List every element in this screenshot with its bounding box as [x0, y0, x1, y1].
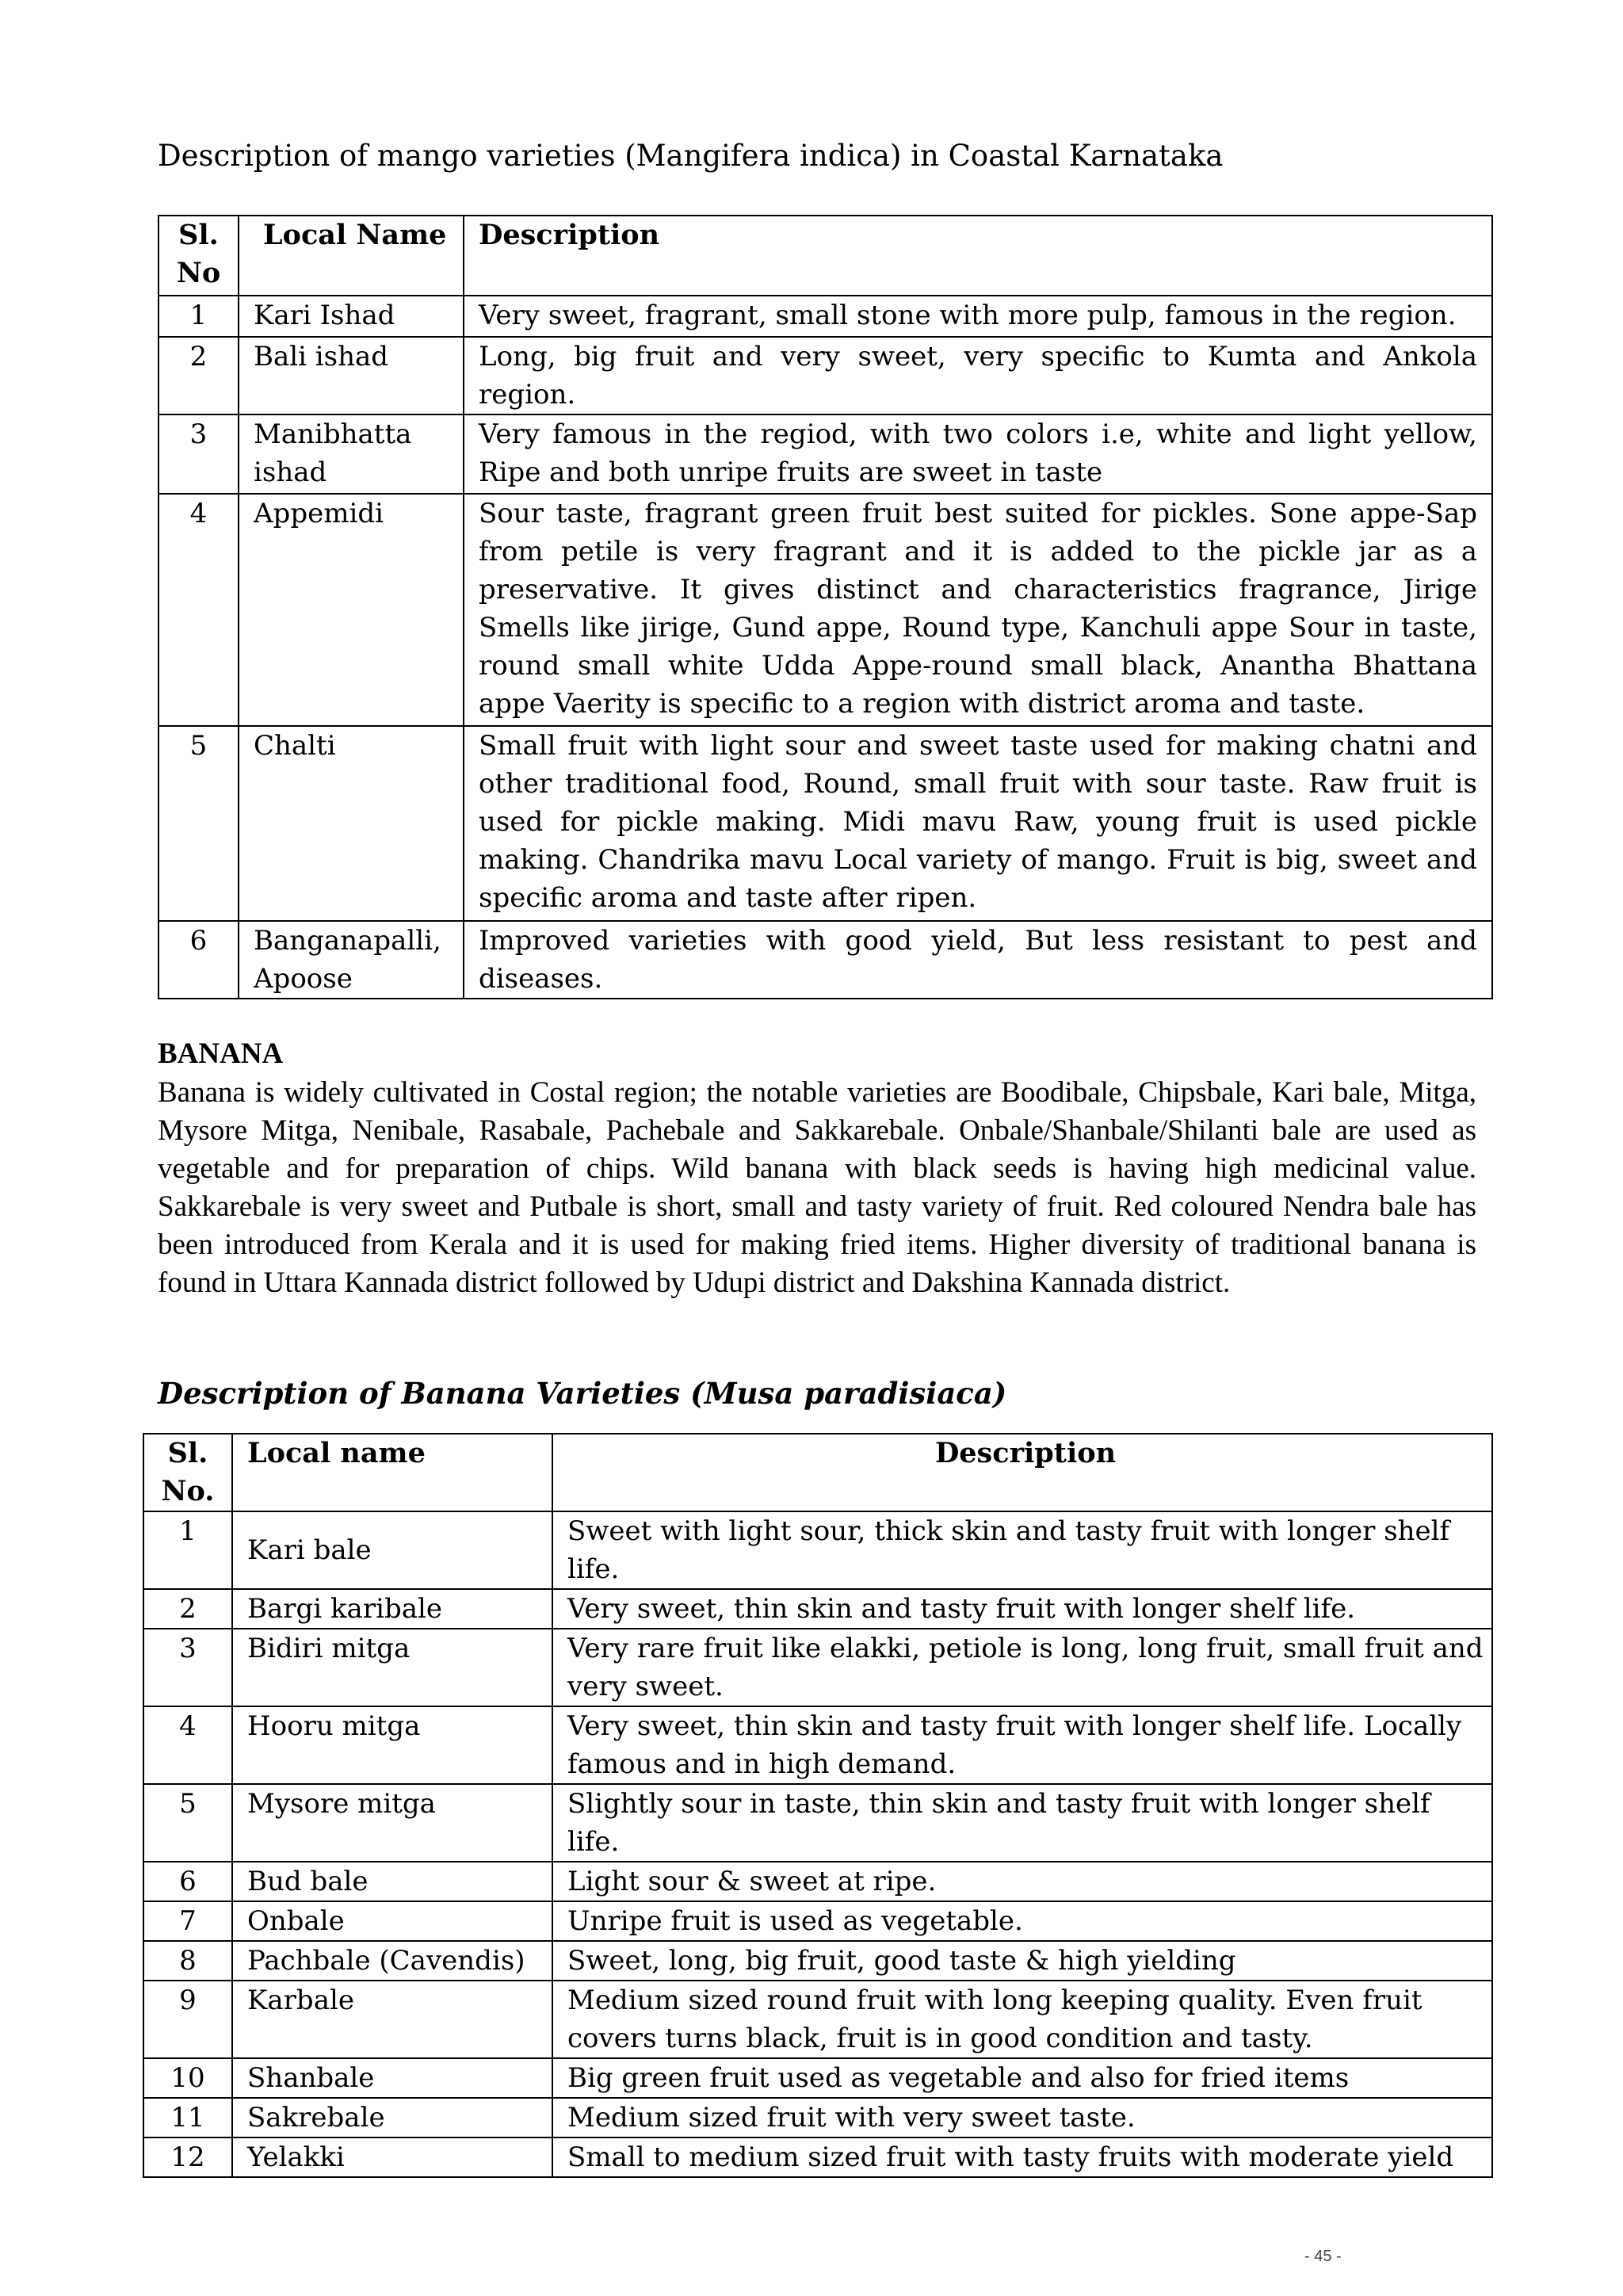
local-name-cell: Kari bale	[232, 1511, 552, 1589]
column-header-sl-no: Sl. No.	[143, 1434, 232, 1511]
banana-varieties-table	[143, 1433, 1493, 2178]
mango-table-caption: Description of mango varieties (Mangifera indica) in Coastal Karnataka	[158, 139, 1224, 173]
description-cell: Big green fruit used as vegetable and also for fried items	[552, 2058, 1492, 2098]
table-row	[143, 2137, 1492, 2177]
table-row	[143, 1629, 1492, 1706]
sl-no-cell: 11	[143, 2098, 232, 2137]
sl-no-cell: 5	[158, 726, 239, 921]
sl-no-cell: 7	[143, 1901, 232, 1941]
local-name-cell: Banganapalli, Apoose	[239, 921, 464, 999]
description-cell: Very sweet, thin skin and tasty fruit with longer shelf life.	[552, 1589, 1492, 1629]
local-name-cell: Yelakki	[232, 2137, 552, 2177]
table-row	[158, 296, 1492, 337]
sl-no-cell: 9	[143, 1981, 232, 2058]
local-name-cell: Onbale	[232, 1901, 552, 1941]
table-row	[158, 337, 1492, 415]
sl-no-cell: 5	[143, 1784, 232, 1862]
local-name-cell: Karbale	[232, 1981, 552, 2058]
description-cell: Sweet, long, big fruit, good taste & high yielding	[552, 1941, 1492, 1981]
description-cell: Light sour & sweet at ripe.	[552, 1862, 1492, 1901]
sl-no-cell: 2	[143, 1589, 232, 1629]
description-cell: Long, big fruit and very sweet, very specific to Kumta and Ankola region.	[464, 337, 1492, 415]
local-name-cell: Bargi karibale	[232, 1589, 552, 1629]
banana-table-caption: Description of Banana Varieties (Musa paradisiaca)	[158, 1376, 1007, 1411]
local-name-cell: Chalti	[239, 726, 464, 921]
local-name-cell: Kari Ishad	[239, 296, 464, 337]
sl-no-cell: 2	[158, 337, 239, 415]
local-name-cell: Manibhatta ishad	[239, 415, 464, 494]
table-row	[143, 2098, 1492, 2137]
description-cell: Improved varieties with good yield, But less resistant to pest and diseases.	[464, 921, 1492, 999]
local-name-cell: Bali ishad	[239, 337, 464, 415]
local-name-cell: Pachbale (Cavendis)	[232, 1941, 552, 1981]
description-cell: Medium sized round fruit with long keeping quality. Even fruit covers turns black, fruit is in good condition and tasty.	[552, 1981, 1492, 2058]
table-row	[158, 415, 1492, 494]
local-name-cell: Appemidi	[239, 494, 464, 726]
table-row	[143, 1784, 1492, 1862]
local-name-cell: Bud bale	[232, 1862, 552, 1901]
table-header-row	[143, 1434, 1492, 1511]
sl-no-cell: 6	[158, 921, 239, 999]
sl-no-cell: 6	[143, 1862, 232, 1901]
table-row	[143, 1511, 1492, 1589]
mango-varieties-table	[158, 215, 1493, 999]
table-row	[143, 1589, 1492, 1629]
description-cell: Small fruit with light sour and sweet taste used for making chatni and other traditional food, Round, small fruit with sour taste. Raw fruit is used for pickle making. Midi mavu Raw, young fruit is used pickle making. Chandrika mavu Local variety of mango. Fruit is big, sweet and specific aroma and taste after ripen.	[464, 726, 1492, 921]
table-row	[143, 1862, 1492, 1901]
sl-no-cell: 3	[143, 1629, 232, 1706]
sl-no-cell: 8	[143, 1941, 232, 1981]
table-header-row	[158, 216, 1492, 296]
local-name-cell: Sakrebale	[232, 2098, 552, 2137]
column-header-local-name: Local Name	[239, 216, 464, 296]
table-row	[158, 494, 1492, 726]
banana-section-heading: BANANA	[158, 1037, 284, 1070]
description-cell: Medium sized fruit with very sweet taste.	[552, 2098, 1492, 2137]
table-row	[158, 726, 1492, 921]
local-name-cell: Bidiri mitga	[232, 1629, 552, 1706]
sl-no-cell: 1	[158, 296, 239, 337]
sl-no-cell: 4	[143, 1706, 232, 1784]
description-cell: Small to medium sized fruit with tasty fruits with moderate yield	[552, 2137, 1492, 2177]
column-header-description: Description	[464, 216, 1492, 296]
description-cell: Very sweet, fragrant, small stone with more pulp, famous in the region.	[464, 296, 1492, 337]
description-cell: Sweet with light sour, thick skin and tasty fruit with longer shelf life.	[552, 1511, 1492, 1589]
table-row	[143, 2058, 1492, 2098]
description-cell: Unripe fruit is used as vegetable.	[552, 1901, 1492, 1941]
column-header-local-name: Local name	[232, 1434, 552, 1511]
sl-no-cell: 10	[143, 2058, 232, 2098]
description-cell: Very rare fruit like elakki, petiole is long, long fruit, small fruit and very sweet.	[552, 1629, 1492, 1706]
sl-no-cell: 1	[143, 1511, 232, 1589]
sl-no-cell: 3	[158, 415, 239, 494]
column-header-sl-no: Sl. No	[158, 216, 239, 296]
local-name-cell: Mysore mitga	[232, 1784, 552, 1862]
banana-paragraph: Banana is widely cultivated in Costal region; the notable varieties are Boodibale, Chipsbale, Kari bale, Mitga, Mysore Mitga, Nenibale, Rasabale, Pachebale and Sakkarebale. Onbale/Shanbale/Shilanti bale are used as vegetable and for preparation of chips. Wild banana with black seeds is having high medicinal value. Sakkarebale is very sweet and Putbale is short, small and tasty variety of fruit. Red coloured Nendra bale has been introduced from Kerala and it is used for making fried items. Higher diversity of traditional banana is found in Uttara Kannada district followed by Udupi district and Dakshina Kannada district.	[158, 1076, 1476, 1299]
local-name-cell: Hooru mitga	[232, 1706, 552, 1784]
local-name-cell: Shanbale	[232, 2058, 552, 2098]
description-cell: Slightly sour in taste, thin skin and tasty fruit with longer shelf life.	[552, 1784, 1492, 1862]
table-row	[158, 921, 1492, 999]
table-row	[143, 1901, 1492, 1941]
page-number: - 45 -	[1304, 2248, 1342, 2265]
description-cell: Very sweet, thin skin and tasty fruit with longer shelf life. Locally famous and in high demand.	[552, 1706, 1492, 1784]
table-row	[143, 1941, 1492, 1981]
sl-no-cell: 12	[143, 2137, 232, 2177]
description-cell: Sour taste, fragrant green fruit best suited for pickles. Sone appe-Sap from petile is very fragrant and it is added to the pickle jar as a preservative. It gives distinct and characteristics fragrance, Jirige Smells like jirige, Gund appe, Round type, Kanchuli appe Sour in taste, round small white Udda Appe-round small black, Anantha Bhattana appe Vaerity is specific to a region with district aroma and taste.	[464, 494, 1492, 726]
column-header-description: Description	[552, 1434, 1492, 1511]
sl-no-cell: 4	[158, 494, 239, 726]
table-row	[143, 1706, 1492, 1784]
table-row	[143, 1981, 1492, 2058]
description-cell: Very famous in the regiod, with two colors i.e, white and light yellow, Ripe and both unripe fruits are sweet in taste	[464, 415, 1492, 494]
